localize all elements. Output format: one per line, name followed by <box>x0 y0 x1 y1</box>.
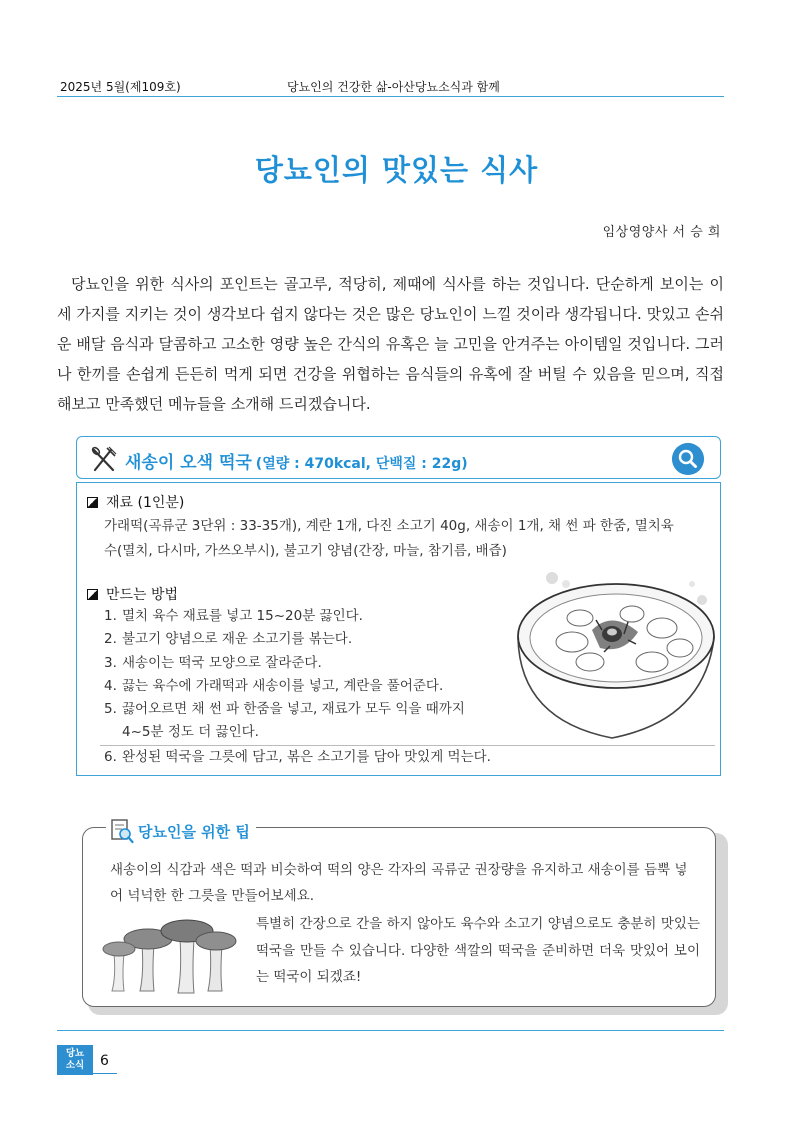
step-item <box>104 605 514 628</box>
intro-paragraph <box>57 269 724 419</box>
step-item <box>104 675 514 698</box>
search-icon[interactable] <box>672 443 704 475</box>
step-number: 1. <box>104 608 117 624</box>
header-rule <box>57 96 724 97</box>
step-text: 끓어오르면 채 썬 파 한줌을 넣고, 재료가 모두 익을 때까지 <box>122 701 465 718</box>
intro-text: 당뇨인을 위한 식사의 포인트는 골고루, 적당히, 제때에 식사를 하는 것입니다. 단순하게 보이는 이 세 가지를 지키는 것이 생각보다 쉽지 않다는 것은 많은 당뇨인이 느낄 것이라 생각됩니다. 맛있고 손쉬운 배달 음식과 달콤하고 고소한 영량 높은 간식의 유혹은 늘 고민을 안겨주는 아이템일 것입니다. 그러나 한끼를 손쉽게 든든히 먹게 되면 건강을 위협하는 음식들의 유혹에 잘 버틸 수 있음을 믿으며, 직접 해보고 만족했던 메뉴들을 소개해 드리겠습니다. <box>57 275 724 413</box>
badge-line-2: 소식 <box>65 1059 85 1071</box>
recipe-title <box>125 448 468 473</box>
tip-label: 당뇨인을 위한 팁 <box>138 822 250 841</box>
book-magnifier-icon <box>110 818 134 844</box>
tteokguk-bowl-illustration <box>512 570 718 745</box>
footer-rule <box>57 1030 724 1031</box>
method-heading <box>87 584 178 604</box>
tip-text-1: 새송이의 식감과 색은 떡과 비슷하여 떡의 양은 각자의 곡류군 권장량을 유지하고 새송이를 듬뿍 넣어 넉넉한 한 그릇을 만들어보세요. <box>110 862 688 904</box>
step-number: 3. <box>104 654 117 671</box>
step-text: 새송이는 떡국 모양으로 잘라준다. <box>122 654 322 671</box>
recipe-header <box>76 436 721 479</box>
page-title: 당뇨인의 맛있는 식사 <box>254 153 539 187</box>
tip-text-2: 특별히 간장으로 간을 하지 않아도 육수와 소고기 양념으로도 충분히 맛있는 떡국을 만들 수 있습니다. 다양한 색깔의 떡국을 준비하면 더욱 맛있어 보이는 떡국이 되겠죠! <box>256 916 700 985</box>
step-number: 6. <box>104 748 117 765</box>
tip-heading <box>106 818 256 848</box>
step-number: 2. <box>104 631 117 648</box>
step-item <box>104 698 514 721</box>
king-oyster-mushroom-illustration <box>100 915 245 995</box>
step-number: 5. <box>104 701 117 718</box>
utensils-icon <box>89 444 119 474</box>
ingredients-title: 재료 (1인분) <box>106 495 185 511</box>
section-square-icon <box>87 497 98 508</box>
step-number: 4. <box>104 677 117 694</box>
step-text: 끓는 육수에 가래떡과 새송이를 넣고, 계란을 풀어준다. <box>122 677 444 694</box>
section-square-icon <box>87 589 98 600</box>
footer-badge <box>57 1045 93 1075</box>
issue-label: 2025년 5월(제109호) <box>60 80 181 94</box>
badge-line-1: 당뇨 <box>65 1048 85 1059</box>
page-number-underline <box>57 1073 117 1074</box>
step-item <box>104 746 514 769</box>
author: 임상영양사 서 승 희 <box>602 225 721 240</box>
step-continuation: 4~5분 정도 더 끓인다. <box>122 724 259 741</box>
step-text: 멸치 육수 재료를 넣고 15~20분 끓인다. <box>122 608 363 624</box>
method-title: 만드는 방법 <box>106 587 179 603</box>
recipe-name: 새송이 오색 떡국 <box>125 453 252 473</box>
ingredients-heading <box>87 492 184 512</box>
page-number: 6 <box>100 1053 109 1069</box>
step-divider <box>100 745 715 746</box>
ingredients-text: 가래떡(곡류군 3단위 : 33-35개), 계란 1개, 다진 소고기 40g, 새송이 1개, 채 썬 파 한줌, 멸치육수(멸치, 다시마, 가쓰오부시), 불고기 양념(간장, 마늘, 참기름, 배즙) <box>104 518 674 559</box>
step-text: 불고기 양념으로 재운 소고기를 볶는다. <box>122 631 353 648</box>
publication-title: 당뇨인의 건강한 삶-아산당뇨소식과 함께 <box>287 80 500 94</box>
step-text: 완성된 떡국을 그릇에 담고, 볶은 소고기를 담아 맛있게 먹는다. <box>122 748 491 765</box>
recipe-nutrition: (열량 : 470kcal, 단백질 : 22g) <box>255 456 468 472</box>
step-item <box>104 628 514 651</box>
step-item <box>104 652 514 675</box>
